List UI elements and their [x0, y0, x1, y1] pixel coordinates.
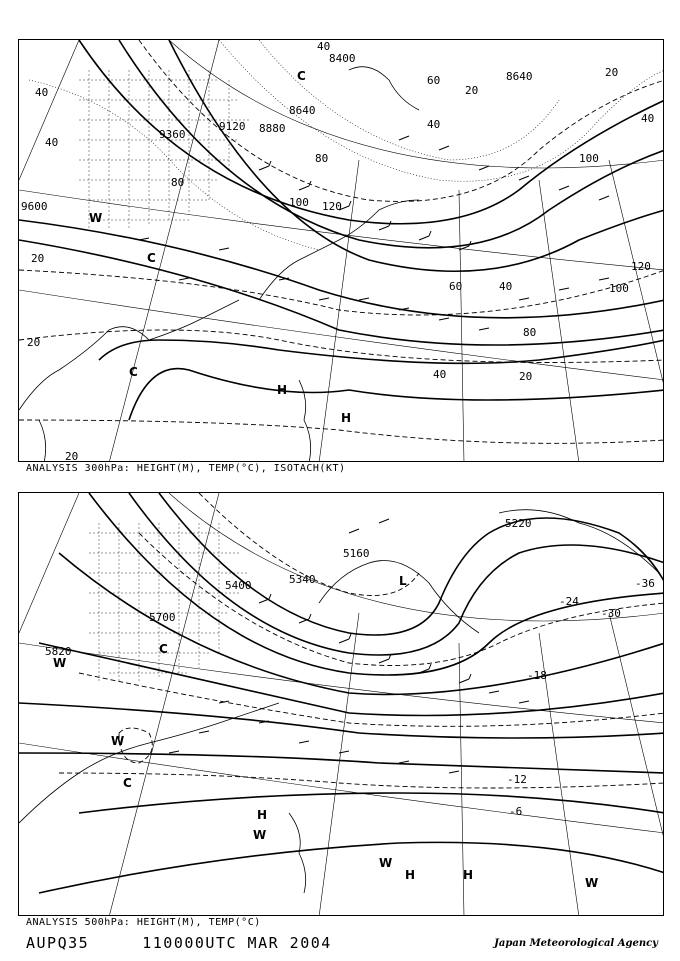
height-contours — [19, 40, 664, 420]
height-label: 8640 — [506, 70, 533, 83]
height-label: 5820 — [45, 645, 72, 658]
height-label: 8640 — [289, 104, 316, 117]
graticule — [19, 493, 664, 916]
height-label: 5340 — [289, 573, 316, 586]
isotach-label: 40 — [35, 86, 49, 99]
cold-symbol: C — [123, 776, 132, 790]
isotach-label: 40 — [427, 118, 441, 131]
isotach-label: 20 — [31, 252, 45, 265]
warm-symbol: W — [585, 876, 599, 890]
caption-500hpa: ANALYSIS 500hPa: HEIGHT(M), TEMP(°C) — [26, 917, 261, 928]
temperature-label: -24 — [559, 595, 579, 608]
temperature-label: -12 — [507, 773, 527, 786]
isotach-label: 40 — [641, 112, 655, 125]
chart-code: AUPQ35 — [26, 934, 90, 952]
high-symbol: H — [257, 808, 268, 822]
high-symbol: H — [341, 411, 352, 425]
chart-header — [26, 934, 332, 952]
isotach-label: 60 — [449, 280, 463, 293]
height-label: 5700 — [149, 611, 176, 624]
height-labels — [21, 52, 533, 213]
isotach-label: 80 — [171, 176, 185, 189]
isotach-label: 120 — [322, 200, 342, 213]
cold-symbol: C — [129, 365, 138, 379]
cold-symbol: C — [159, 642, 168, 656]
temperature-label: -6 — [509, 805, 523, 818]
warm-symbol: W — [253, 828, 267, 842]
isotach-label: 20 — [519, 370, 533, 383]
low-symbol: L — [399, 574, 407, 588]
isotach-label: 80 — [523, 326, 537, 339]
height-label: 8880 — [259, 122, 286, 135]
temperature-contours — [19, 40, 664, 443]
height-label: 9600 — [21, 200, 48, 213]
height-labels — [45, 517, 532, 658]
map-500hpa-canvas — [19, 493, 664, 916]
isotach-label: 20 — [65, 450, 79, 463]
height-label: 5220 — [505, 517, 532, 530]
wind-barbs — [139, 136, 609, 330]
cold-symbol: C — [147, 251, 156, 265]
warm-symbol: W — [89, 211, 103, 225]
map-300hpa — [18, 39, 664, 462]
isotach-label: 100 — [289, 196, 309, 209]
isotach-label: 120 — [631, 260, 651, 273]
isotach-label: 20 — [605, 66, 619, 79]
pressure-symbols — [53, 574, 598, 890]
temperature-label: -30 — [601, 607, 621, 620]
isotach-label: 60 — [427, 74, 441, 87]
isotach-label: 100 — [609, 282, 629, 295]
temperature-label: -36 — [635, 577, 655, 590]
map-500hpa — [18, 492, 664, 916]
valid-time: 110000UTC MAR 2004 — [142, 934, 332, 952]
temperature-label: -18 — [527, 669, 547, 682]
height-label: 9120 — [219, 120, 246, 133]
warm-symbol: W — [379, 856, 393, 870]
caption-300hpa: ANALYSIS 300hPa: HEIGHT(M), TEMP(°C), ISOTACH(KT) — [26, 463, 346, 474]
height-label: 8400 — [329, 52, 356, 65]
isotach-label: 40 — [317, 40, 331, 53]
isotach-label: 20 — [465, 84, 479, 97]
warm-symbol: W — [53, 656, 67, 670]
height-label: 5160 — [343, 547, 370, 560]
graticule — [19, 40, 664, 462]
isotach-label: 100 — [579, 152, 599, 165]
temperature-contours — [59, 493, 664, 788]
cold-symbol: C — [297, 69, 306, 83]
temperature-labels — [507, 577, 655, 818]
isotachs — [29, 40, 664, 250]
high-symbol: H — [277, 383, 288, 397]
agency-credit: Japan Meteorological Agency — [494, 938, 658, 949]
coastlines — [19, 510, 659, 893]
height-label: 9360 — [159, 128, 186, 141]
isotach-label: 40 — [45, 136, 59, 149]
warm-symbol: W — [111, 734, 125, 748]
isotach-label: 40 — [433, 368, 447, 381]
high-symbol: H — [463, 868, 474, 882]
isotach-label: 20 — [27, 336, 41, 349]
height-label: 5400 — [225, 579, 252, 592]
isotach-label: 80 — [315, 152, 329, 165]
high-symbol: H — [405, 868, 416, 882]
terrain-hatch — [79, 70, 249, 230]
map-300hpa-canvas — [19, 40, 664, 462]
isotach-label: 40 — [499, 280, 513, 293]
